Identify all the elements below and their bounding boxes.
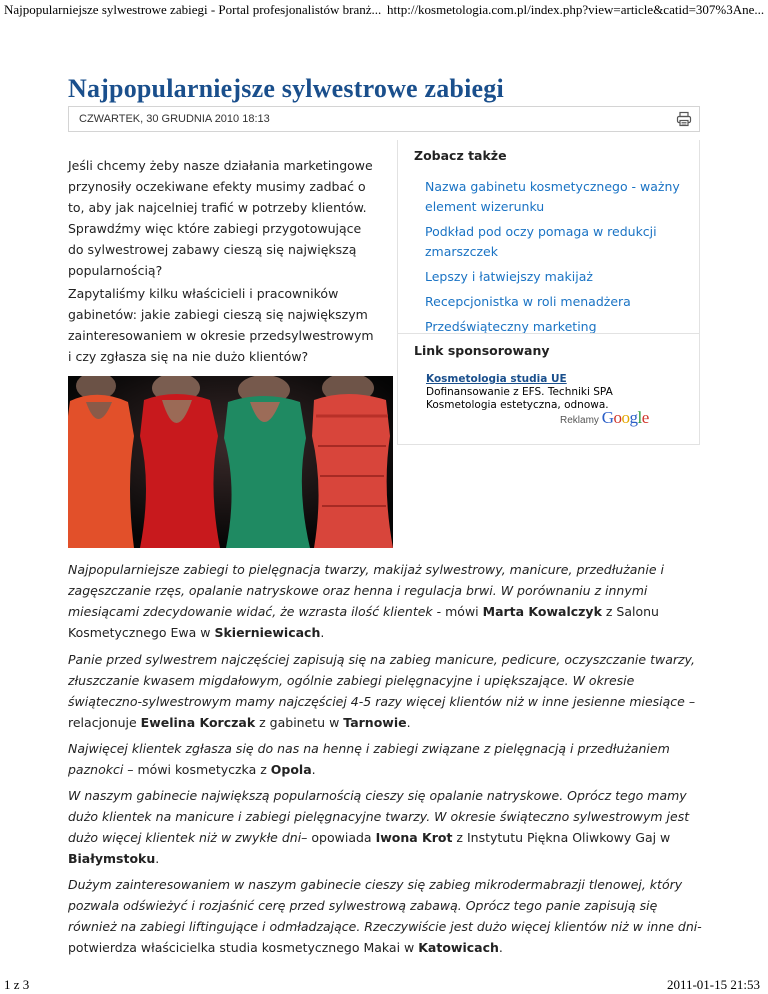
ad-line-2: Kosmetologia estetyczna, odnowa. [426,399,609,411]
quote-paragraph: Najpopularniejsze zabiegi to pielęgnacja twarzy, makijaż sylwestrowy, manicure, przedłużanie i zagęszczanie rzęs, opalanie natryskowe oraz henna i regulacja brwi. W porównaniu z innymi miesiącami zdecydowanie widać, że wzrasta ilość klientek - mówi Marta Kowalczyk z Salonu Kosmetycznego Ewa w Skierniewicach. [68,562,664,640]
quote-paragraph: Najwięcej klientek zgłasza się do nas na hennę i zabiegi związane z pielęgnacją i przedłużaniem paznokci – mówi kosmetyczka z Opola. [68,741,670,777]
printer-icon[interactable] [676,111,692,127]
ads-label: Reklamy [560,415,599,426]
quote-paragraph: Dużym zainteresowaniem w naszym gabinecie cieszy się zabieg mikrodermabrazji tlenowej, który pozwala odświeżyć i rozjaśnić cerę przed sylwestrową zabawą. Oprócz tego panie zapisują się również na zabiegi liftingujące i odmładzające. Rzeczywiście jest dużo więcej klientów niż w inne dni- potwierdza właścicielka studia kosmetycznego Makai w Katowicach. [68,877,702,955]
browser-page-title: Najpopularniejsze sylwestrowe zabiegi - Portal profesjonalistów branż... [4,2,382,17]
see-also-link[interactable]: Przedświąteczny marketing [425,319,597,334]
see-also-heading: Zobacz także [414,148,507,163]
lead-paragraph-1: Jeśli chcemy żeby nasze działania marketingowe przynosiły oczekiwane efekty musimy zadbać o to, aby jak najcelniej trafić w potrzeby klientów. Sprawdźmy więc które zabiegi przygotowujące do sylwestrowej zabawy cieszą się największą popularnością? [68,158,373,278]
footer-page-number: 1 z 3 [4,977,30,992]
ads-by-google[interactable] [560,408,649,428]
sponsored-ad [426,373,613,412]
see-also-link[interactable]: Lepszy i łatwiejszy makijaż [425,269,593,284]
sidebar-box [397,140,700,445]
google-logo: Google [601,408,649,427]
see-also-list [425,177,695,342]
date-bar [68,106,700,132]
ad-title-link[interactable]: Kosmetologia studia UE [426,373,567,385]
quote-paragraph: Panie przed sylwestrem najczęściej zapisują się na zabieg manicure, pedicure, oczyszczanie twarzy, złuszczanie kwasem migdałowym, ogólnie zabiegi pielęgnacyjne i upiększające. W okresie świąteczno-sylwestrowym mamy najczęściej 4-5 razy więcej klientów niż w inne jesienne miesiące – relacjonuje Ewelina Korczak z gabinetu w Tarnowie. [68,652,696,730]
footer-datetime: 2011-01-15 21:53 [666,977,760,992]
article-date: CZWARTEK, 30 GRUDNIA 2010 18:13 [79,113,270,125]
see-also-link[interactable]: Podkład pod oczy pomaga w redukcji zmarszczek [425,224,657,259]
see-also-link[interactable]: Recepcjonistka w roli menadżera [425,294,631,309]
article-title: Najpopularniejsze sylwestrowe zabiegi [68,74,504,103]
sponsored-heading: Link sponsorowany [414,343,550,358]
see-also-link[interactable]: Nazwa gabinetu kosmetycznego - ważny element wizerunku [425,179,680,214]
article-photo-mannequins [68,376,393,548]
lead-paragraph-2: Zapytaliśmy kilku właścicieli i pracowników gabinetów: jakie zabiegi cieszą się największym zainteresowaniem w okresie przedsylwestrowym i czy zgłasza się na nie dużo klientów? [68,286,374,364]
sidebar-divider [398,333,699,334]
ad-line-1: Dofinansowanie z EFS. Techniki SPA [426,386,613,398]
quote-paragraph: W naszym gabinecie największą popularnością cieszy się opalanie natryskowe. Oprócz tego mamy dużo klientek na manicure i zabiegi pielęgnacyjne twarzy. W okresie świąteczno sylwestrowym jest dużo więcej klientek niż w zwykłe dni– opowiada Iwona Krot z Instytutu Piękna Oliwkowy Gaj w Białymstoku. [68,788,690,866]
browser-url: http://kosmetologia.com.pl/index.php?view=article&catid=307%3Ane... [387,2,765,17]
